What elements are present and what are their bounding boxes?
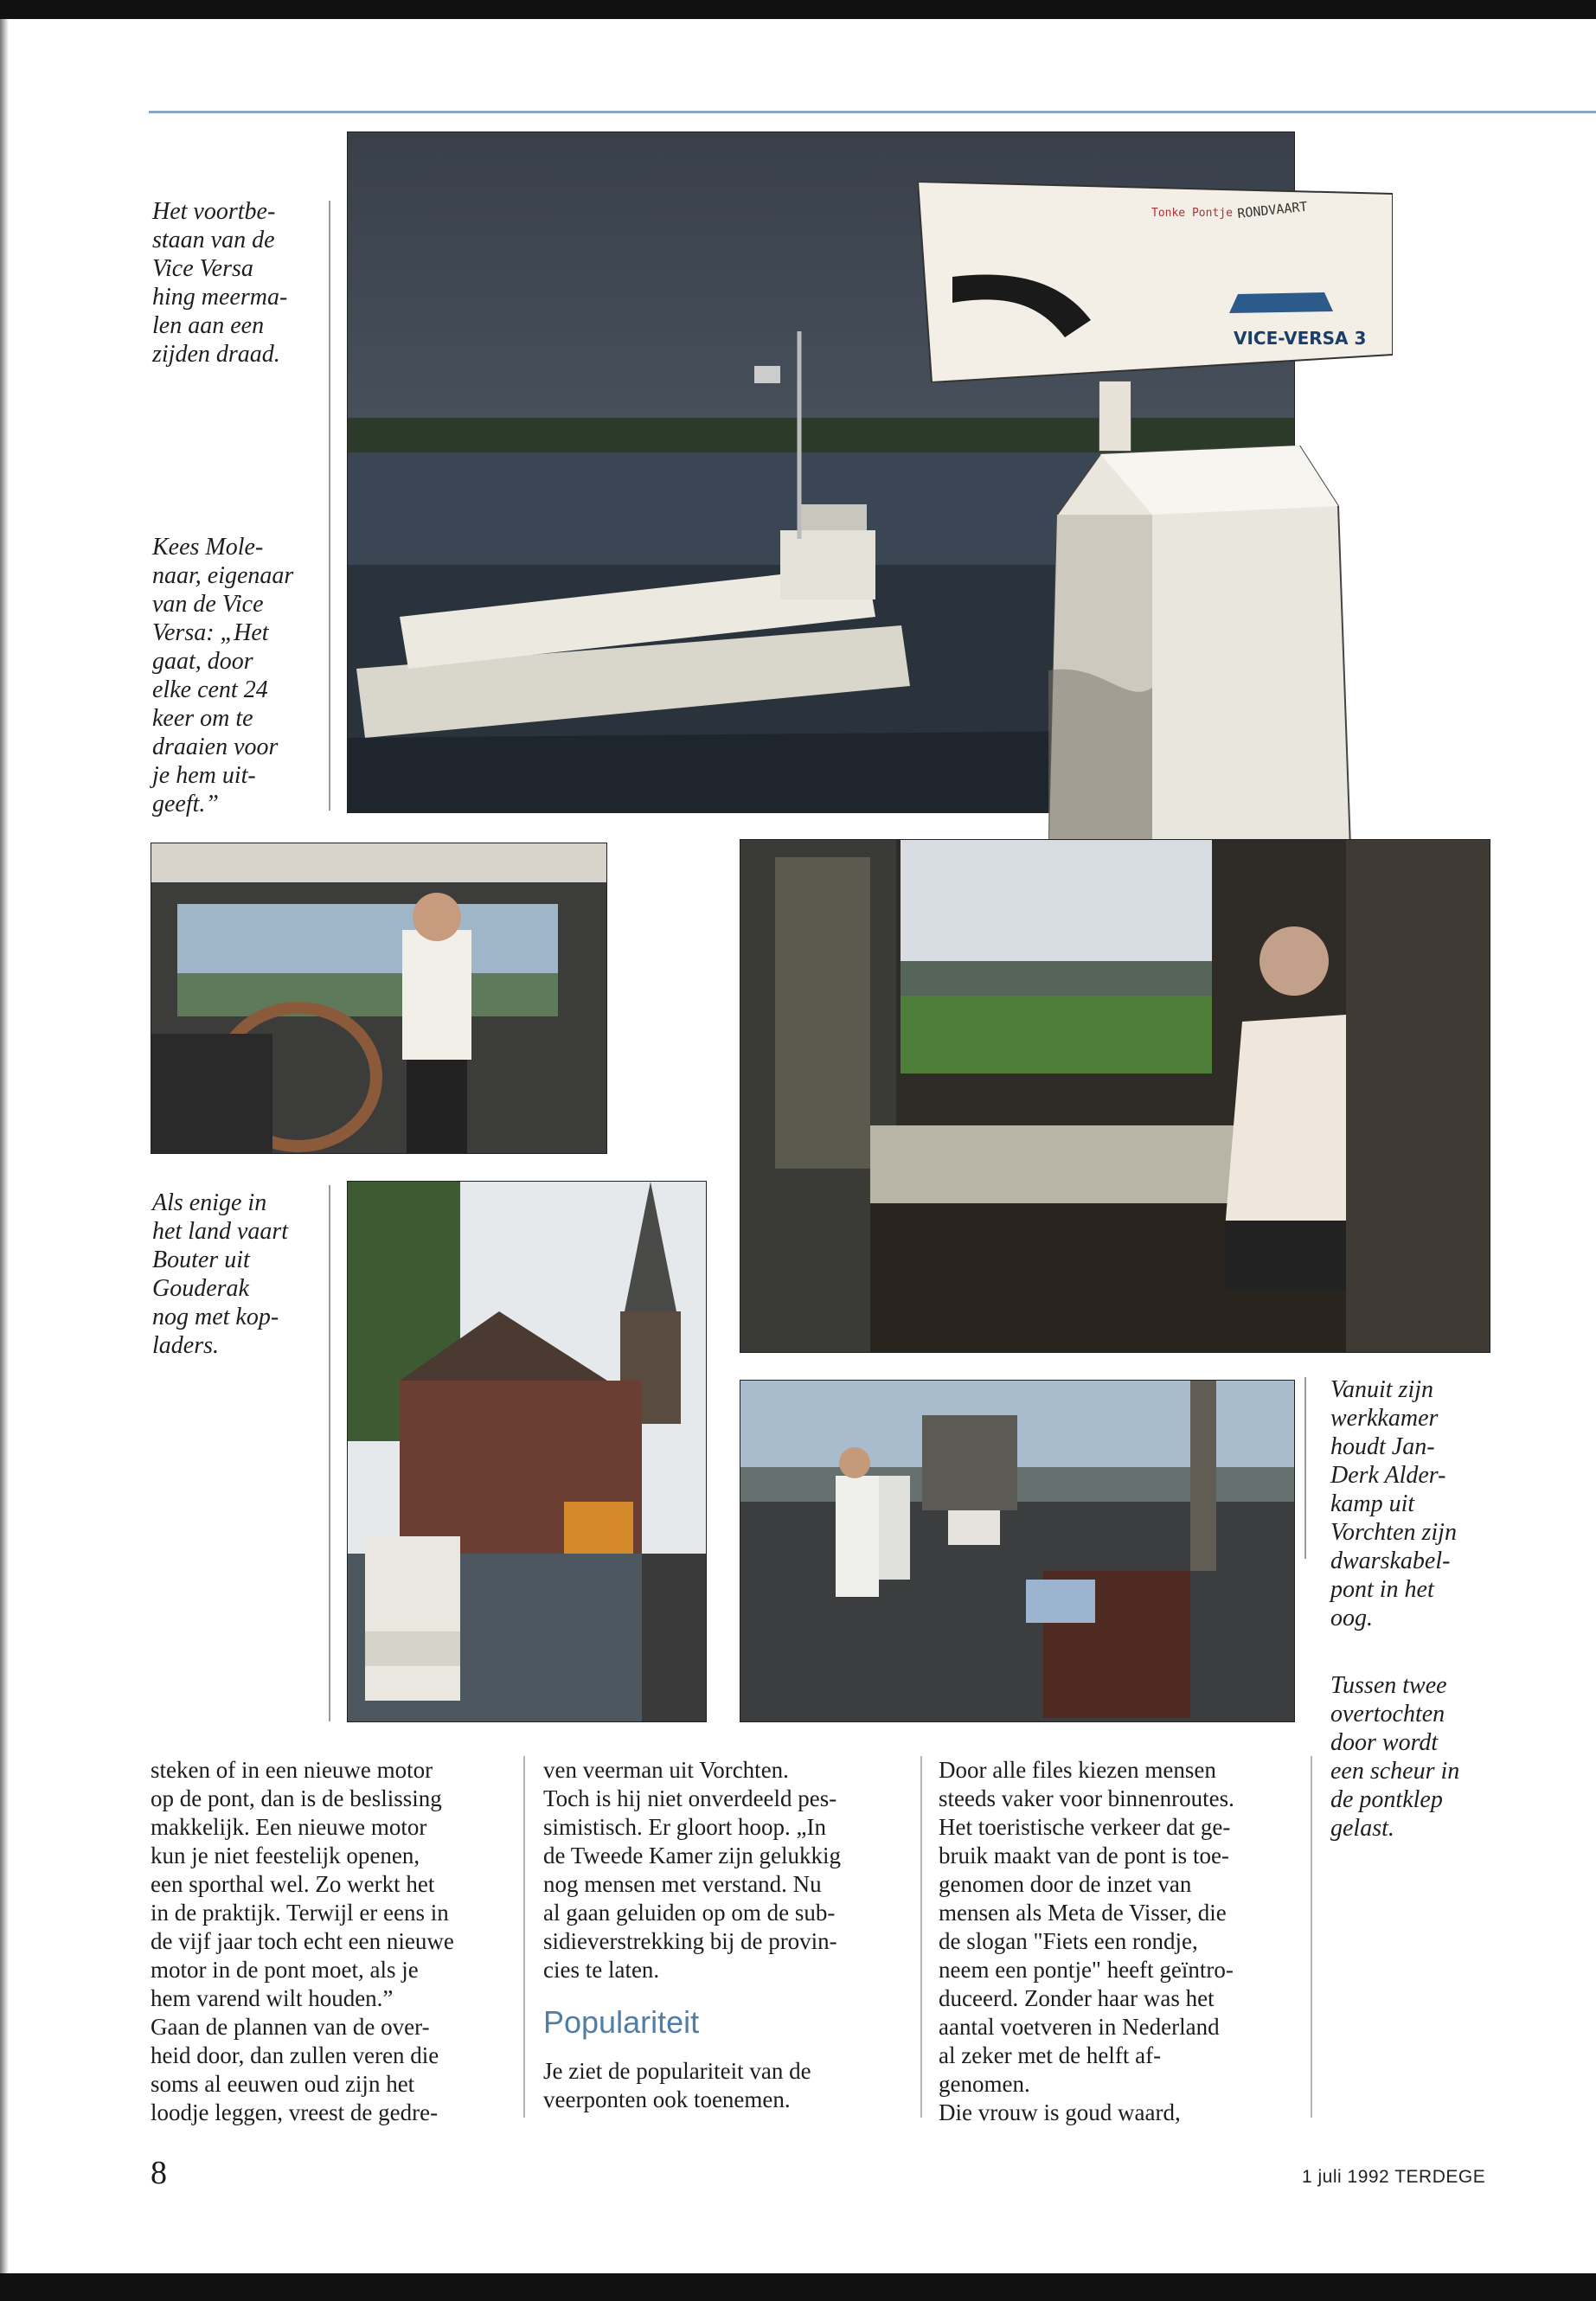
page-number: 8 xyxy=(151,2155,167,2191)
caption-bouter xyxy=(152,1189,325,1360)
caption-line: je hem uit- xyxy=(152,762,256,789)
text-line: simistisch. Er gloort hoop. „In xyxy=(543,1814,826,1840)
top-border xyxy=(0,0,1596,19)
caption-line: houdt Jan- xyxy=(1330,1433,1435,1460)
text-line: ven veerman uit Vorchten. xyxy=(543,1757,789,1783)
text-column-1 xyxy=(151,1756,514,2127)
text-line: op de pont, dan is de beslissing xyxy=(151,1785,442,1811)
caption-line: elke cent 24 xyxy=(152,676,268,703)
text-line: heid door, dan zullen veren die xyxy=(151,2042,439,2068)
column-divider xyxy=(523,1756,525,2118)
text-line: aantal voetveren in Nederland xyxy=(939,2014,1220,2040)
text-line: sidieverstrekking bij de provin- xyxy=(543,1928,837,1954)
caption-line: oog. xyxy=(1330,1605,1373,1631)
caption-kees-molenaar xyxy=(152,533,325,818)
text-column-2 xyxy=(543,1756,907,2114)
caption-line: dwarskabel- xyxy=(1330,1548,1451,1574)
caption-line: keer om te xyxy=(152,705,253,732)
caption-divider xyxy=(1304,1377,1306,1559)
column-divider xyxy=(920,1756,922,2118)
caption-line: naar, eigenaar xyxy=(152,562,294,589)
text-line: soms al eeuwen oud zijn het xyxy=(151,2071,415,2097)
sign-text-rondvaart: RONDVAART xyxy=(1236,198,1309,221)
photo-village-ferry xyxy=(347,1181,707,1722)
text-column-3 xyxy=(939,1756,1311,2127)
text-line: neem een pontje" heeft geïntro- xyxy=(939,1957,1234,1983)
sign-board xyxy=(918,182,1393,382)
text-line: mensen als Meta de Visser, die xyxy=(939,1900,1227,1926)
text-line: Je ziet de populariteit van de xyxy=(543,2058,811,2084)
caption-line: door wordt xyxy=(1330,1729,1439,1756)
caption-line: Tussen twee xyxy=(1330,1672,1447,1699)
text-line: cies te laten. xyxy=(543,1957,660,1983)
text-line: genomen door de inzet van xyxy=(939,1871,1192,1897)
text-line: Door alle files kiezen mensen xyxy=(939,1757,1216,1783)
text-line: motor in de pont moet, als je xyxy=(151,1957,419,1983)
text-line: bruik maakt van de pont is toe- xyxy=(939,1843,1229,1868)
caption-line: werkkamer xyxy=(1330,1405,1439,1432)
stone-post xyxy=(1048,445,1351,872)
caption-line: Vorchten zijn xyxy=(1330,1519,1457,1546)
text-line: in de praktijk. Terwijl er eens in xyxy=(151,1900,449,1926)
caption-line: gelast. xyxy=(1330,1815,1394,1842)
footer-issue: 1 juli 1992 TERDEGE xyxy=(1302,2167,1486,2187)
caption-line: gaat, door xyxy=(152,648,253,675)
caption-line: draaien voor xyxy=(152,734,279,760)
text-line: al zeker met de helft af- xyxy=(939,2042,1162,2068)
caption-line: len aan een xyxy=(152,312,265,339)
text-line: een sporthal wel. Zo werkt het xyxy=(151,1871,435,1897)
bottom-border xyxy=(0,2273,1596,2301)
text-line: veerponten ook toenemen. xyxy=(543,2086,791,2112)
caption-line: kamp uit xyxy=(1330,1490,1415,1517)
text-line: Toch is hij niet onverdeeld pes- xyxy=(543,1785,837,1811)
caption-line: de pontklep xyxy=(1330,1786,1443,1813)
caption-line: Als enige in xyxy=(152,1189,267,1216)
caption-line: geeft.” xyxy=(152,791,219,817)
caption-line: laders. xyxy=(152,1332,219,1359)
caption-line: hing meerma- xyxy=(152,284,288,311)
text-line: makkelijk. Een nieuwe motor xyxy=(151,1814,427,1840)
caption-line: Derk Alder- xyxy=(1330,1462,1446,1489)
text-line: Die vrouw is goud waard, xyxy=(939,2099,1181,2125)
sign-post xyxy=(1099,381,1131,452)
caption-line: Versa: „Het xyxy=(152,619,269,646)
text-line: duceerd. Zonder haar was het xyxy=(939,1985,1215,2011)
text-line: de vijf jaar toch echt een nieuwe xyxy=(151,1928,454,1954)
sign-text-small: Tonke Pontje xyxy=(1151,207,1233,220)
caption-pontklep xyxy=(1330,1671,1503,1843)
text-line: kun je niet feestelijk openen, xyxy=(151,1843,420,1868)
column-divider xyxy=(1311,1756,1312,2118)
photo-ferry-deck xyxy=(740,1380,1295,1722)
caption-line: Gouderak xyxy=(152,1275,249,1302)
caption-line: van de Vice xyxy=(152,591,264,618)
caption-line: Bouter uit xyxy=(152,1247,250,1273)
text-line: steeds vaker voor binnenroutes. xyxy=(939,1785,1234,1811)
text-line: Gaan de plannen van de over- xyxy=(151,2014,430,2040)
page-edge-shadow xyxy=(0,19,9,2273)
subheading-populariteit: Populariteit xyxy=(543,2004,700,2040)
caption-line: Kees Mole- xyxy=(152,534,264,561)
text-line: de Tweede Kamer zijn gelukkig xyxy=(543,1843,841,1868)
caption-line: Vice Versa xyxy=(152,255,253,282)
caption-line: een scheur in xyxy=(1330,1758,1460,1785)
sign-text-name: VICE-VERSA 3 xyxy=(1234,328,1367,349)
photo-office-window xyxy=(740,839,1490,1353)
caption-line: Het voortbe- xyxy=(152,198,276,225)
photo-wheelhouse xyxy=(151,843,607,1154)
caption-line: Vanuit zijn xyxy=(1330,1376,1434,1403)
caption-line: nog met kop- xyxy=(152,1304,279,1330)
text-line: hem varend wilt houden.” xyxy=(151,1985,394,2011)
text-line: nog mensen met verstand. Nu xyxy=(543,1871,822,1897)
caption-line: zijden draad. xyxy=(152,341,280,368)
text-line: genomen. xyxy=(939,2071,1030,2097)
top-rule xyxy=(149,111,1596,113)
caption-line: overtochten xyxy=(1330,1701,1445,1727)
caption-line: staan van de xyxy=(152,227,275,253)
caption-divider xyxy=(329,201,330,811)
text-line: de slogan "Fiets een rondje, xyxy=(939,1928,1198,1954)
text-line: loodje leggen, vreest de gedre- xyxy=(151,2099,439,2125)
caption-line: pont in het xyxy=(1330,1576,1434,1603)
caption-divider xyxy=(329,1185,330,1721)
caption-line: het land vaart xyxy=(152,1218,289,1245)
text-line: steken of in een nieuwe motor xyxy=(151,1757,433,1783)
caption-vice-versa xyxy=(152,197,325,369)
caption-jan-derk xyxy=(1330,1375,1503,1632)
text-line: al gaan geluiden op om de sub- xyxy=(543,1900,836,1926)
text-line: Het toeristische verkeer dat ge- xyxy=(939,1814,1231,1840)
